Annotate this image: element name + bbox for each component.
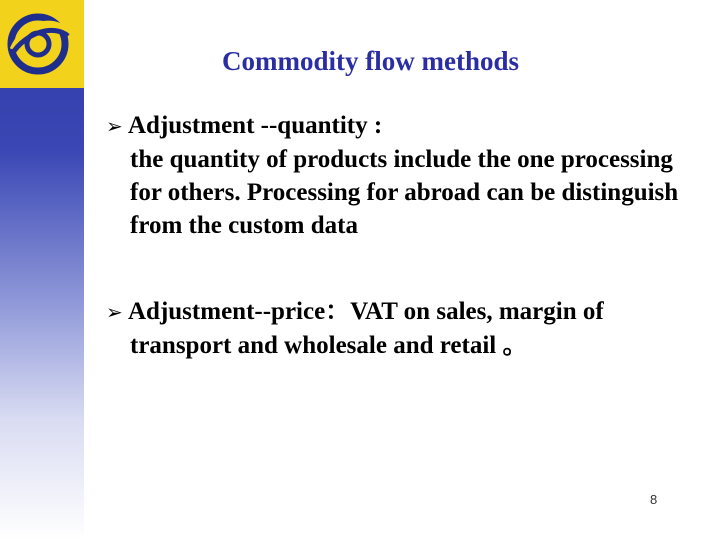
bullet-item	[106, 295, 696, 362]
arrow-bullet-icon: ➢	[106, 114, 123, 138]
bullet-heading: Adjustment--price：VAT on sales, margin of	[128, 298, 604, 325]
bullet-heading-row	[106, 109, 696, 143]
sidebar-band	[0, 0, 84, 540]
logo-icon	[4, 6, 76, 80]
bullet-item	[106, 109, 696, 242]
bullet-body: the quantity of products include the one processing for others. Processing for abroad can be distinguish from the custom data	[130, 146, 679, 239]
page-number: 8	[650, 492, 658, 507]
logo	[0, 0, 84, 88]
arrow-bullet-icon: ➢	[106, 300, 123, 324]
bullet-heading: Adjustment --quantity :	[128, 112, 383, 139]
bullet-body: transport and wholesale and retail 。	[130, 332, 528, 359]
bullet-heading-row	[106, 295, 696, 329]
slide-title: Commodity flow methods	[222, 46, 519, 76]
